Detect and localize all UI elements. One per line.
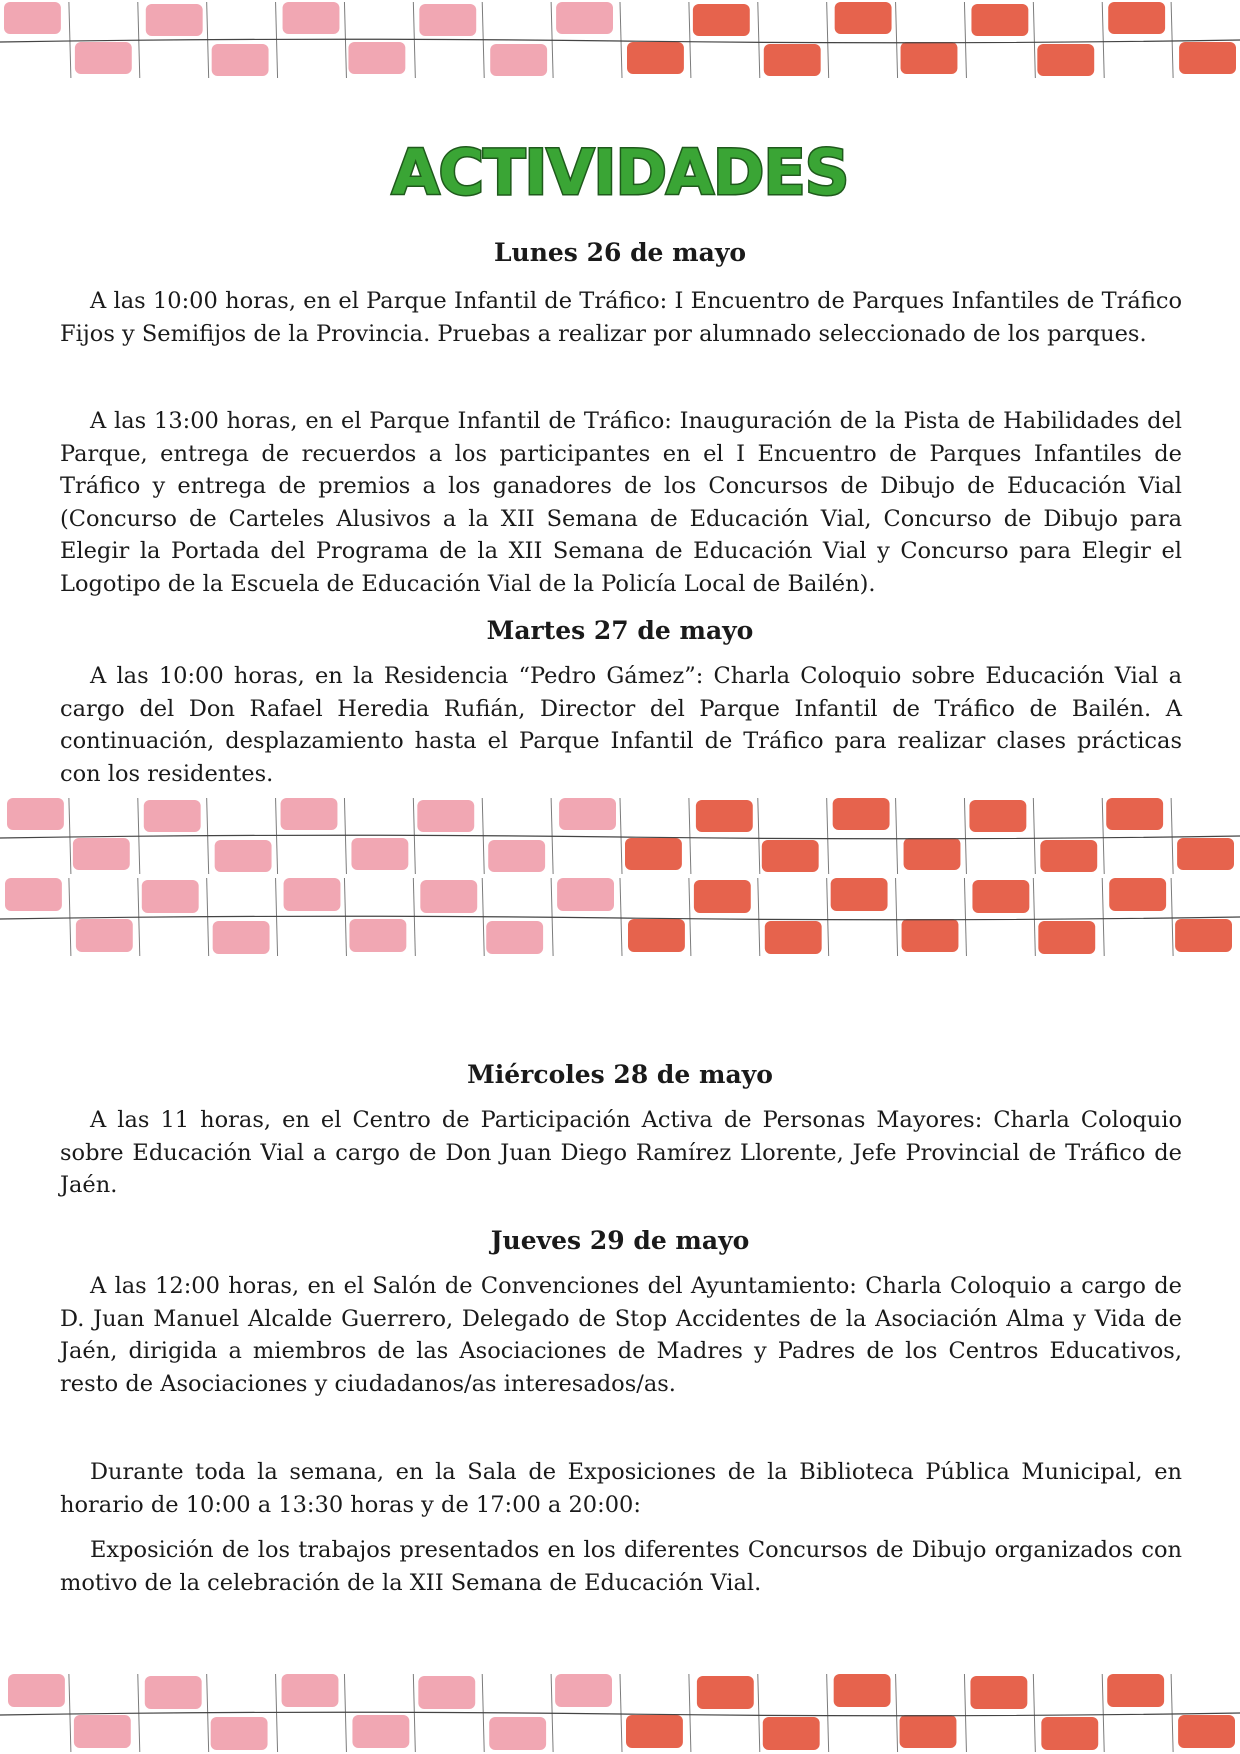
- checkered-border-bottom: [0, 1672, 1240, 1754]
- checkered-border-middle-2: [0, 876, 1240, 958]
- day-heading-miercoles: Miércoles 28 de mayo: [467, 1060, 773, 1089]
- day-heading-martes: Martes 27 de mayo: [486, 616, 754, 645]
- activity-paragraph: A las 13:00 horas, en el Parque Infantil de Tráfico: Inauguración de la Pista de Habilidades del Parque, entrega de recuerdos a los participantes en el I Encuentro de Parques Infantiles de Tráfico y entrega de premios a los ganadores de los Concursos de Dibujo de Educación Vial (Concurso de Carteles Alusivos a la XII Semana de Educación Vial, Concurso de Dibujo para Elegir la Portada del Programa de la XII Semana de Educación Vial y Concurso para Elegir el Logotipo de la Escuela de Educación Vial de la Policía Local de Bailén).: [60, 408, 1182, 597]
- page-title: ACTIVIDADES: [391, 136, 849, 209]
- day-heading-jueves: Jueves 29 de mayo: [490, 1226, 750, 1255]
- activity-paragraph: A las 10:00 horas, en la Residencia “Pedro Gámez”: Charla Coloquio sobre Educación Vial a cargo del Don Rafael Heredia Rufián, Director del Parque Infantil de Tráfico de Bailén. A continuación, desplazamiento hasta el Parque Infantil de Tráfico para realizar clases prácticas con los residentes.: [60, 663, 1182, 787]
- activity-paragraph: A las 11 horas, en el Centro de Participación Activa de Personas Mayores: Charla Coloquio sobre Educación Vial a cargo de Don Juan Diego Ramírez Llorente, Jefe Provincial de Tráfico de Jaén.: [60, 1107, 1182, 1198]
- day-heading-lunes: Lunes 26 de mayo: [493, 238, 747, 267]
- week-schedule-paragraph: Durante toda la semana, en la Sala de Exposiciones de la Biblioteca Pública Municipal, en horario de 10:00 a 13:30 horas y de 17:00 a 20:00:: [60, 1459, 1182, 1518]
- activity-paragraph: A las 12:00 horas, en el Salón de Convenciones del Ayuntamiento: Charla Coloquio a cargo de D. Juan Manuel Alcalde Guerrero, Delegado de Stop Accidentes de la Asociación Alma y Vida de Jaén, dirigida a miembros de las Asociaciones de Madres y Padres de los Centros Educativos, resto de Asociaciones y ciudadanos/as interesados/as.: [60, 1273, 1182, 1397]
- activity-paragraph: A las 10:00 horas, en el Parque Infantil de Tráfico: I Encuentro de Parques Infantiles de Tráfico Fijos y Semifijos de la Provincia. Pruebas a realizar por alumnado seleccionado de los parques.: [60, 288, 1182, 347]
- checkered-border-middle-1: [0, 796, 1240, 876]
- checkered-border-top: [0, 0, 1240, 80]
- exhibition-paragraph: Exposición de los trabajos presentados en los diferentes Concursos de Dibujo organizados con motivo de la celebración de la XII Semana de Educación Vial.: [60, 1537, 1182, 1596]
